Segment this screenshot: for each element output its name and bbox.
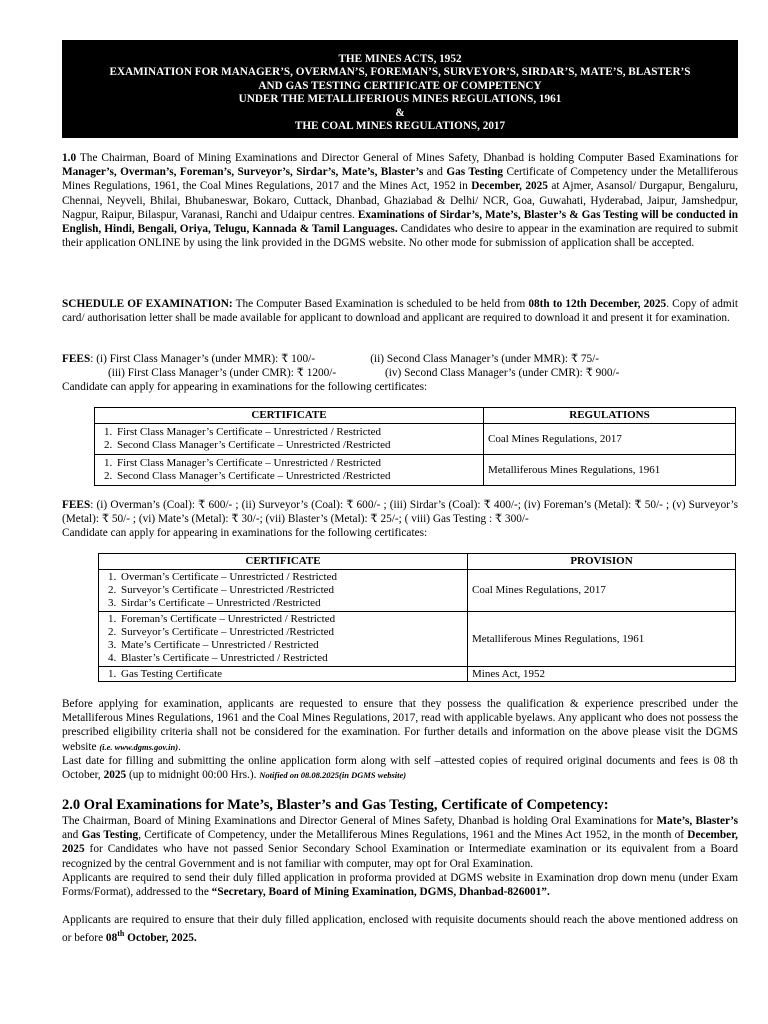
list-item: 1. Foreman’s Certificate – Unrestricted / Restricted — [119, 613, 463, 626]
banner-line: UNDER THE METALLIFERIOUS MINES REGULATIONS, 1961 — [238, 93, 562, 106]
certificate-cell — [95, 424, 484, 455]
fee-item: : (i) First Class Manager’s (under MMR): ₹ 100/- — [90, 353, 316, 365]
text: Before applying for examination, applicants are requested to ensure that they possess the qualification & experience prescribed under the Metalliferous Mines Regulations, 1961 and the Coal Mines Regulations, 2017, read with applicable byelaws. Any applicant who does not possess the prescribed eligibility criteria shall not be considered for the examination. For further details and information on the above please visit the DGMS website — [62, 698, 738, 753]
banner-line: AND GAS TESTING CERTIFICATE OF COMPETENCY — [258, 79, 542, 92]
other-certificate-table — [98, 553, 736, 682]
list-item: 3. Mate’s Certificate – Unrestricted / Restricted — [119, 639, 463, 652]
list-item: 1. First Class Manager’s Certificate – Unrestricted / Restricted — [115, 457, 479, 470]
fees-note: Candidate can apply for appearing in examinations for the following certificates: — [62, 381, 428, 394]
section-1-paragraph — [62, 151, 738, 250]
list-item: 2. Surveyor’s Certificate – Unrestricted /Restricted — [119, 584, 463, 597]
list-item: 2. Surveyor’s Certificate – Unrestricted /Restricted — [119, 626, 463, 639]
banner-line: & — [395, 106, 405, 119]
text: The Computer Based Examination is scheduled to be held from — [232, 298, 529, 310]
banner-line: THE COAL MINES REGULATIONS, 2017 — [294, 120, 506, 133]
fees-2 — [62, 498, 738, 541]
column-header: CERTIFICATE — [99, 554, 468, 570]
deadline-day: 08 — [105, 932, 118, 945]
column-header: CERTIFICATE — [95, 408, 484, 424]
text: December, 2025 — [471, 180, 548, 193]
fee-item: (iv) Second Class Manager’s (under CMR): ₹ 900/- — [385, 367, 620, 380]
text: at Ajmer, Asansol/ Durgapur, Bengaluru, Chennai, Neyveli, Bhilai, Bhubaneswar, Bokaro, Cuttack, Dhanbad, Ghaziabad & Delhi/ NCR, Goa, Guwahati, Hyderabad, Jaipur, Jamshedpur, Nagpur, Raipur, Bilaspur, Varanasi, Ranchi and Udaipur centres. — [62, 180, 738, 221]
fees-label: FEES — [62, 353, 91, 365]
text: Gas Testing — [81, 829, 139, 842]
text: 2025 — [103, 769, 127, 782]
list-item: 1. Gas Testing Certificate — [119, 668, 463, 681]
regulation-cell: Coal Mines Regulations, 2017 — [484, 424, 736, 455]
text: Examinations of Sirdar’s, Mate’s, Blaster’s & Gas Testing will be conducted in English, Hindi, Bengali, Oriya, Telugu, Kannada & Tamil Languages. — [62, 208, 738, 236]
fees-1 — [62, 352, 738, 395]
text: Applicants are required to send their duly filled application in proforma provided at DGMS website in Examination drop down menu (under Exam Forms/Format), addressed to the — [62, 871, 738, 899]
list-item: 1. First Class Manager’s Certificate – Unrestricted / Restricted — [115, 426, 479, 439]
certificate-cell — [99, 570, 468, 612]
banner-line: EXAMINATION FOR MANAGER’S, OVERMAN’S, FOREMAN’S, SURVEYOR’S, SIRDAR’S, MATE’S, BLASTER’S — [109, 66, 691, 79]
text: December, 2025 — [62, 829, 738, 856]
text: Applicants are required to ensure that their duly filled application, enclosed with requisite documents should reach the above mentioned address on or before — [62, 914, 738, 945]
address: “Secretary, Board of Mining Examination, DGMS, Dhanbad-826001”. — [211, 886, 550, 899]
text: Last date for filling and submitting the online application form along with self –attested copies of required original documents and fees is 08 th October, — [62, 754, 738, 782]
fees-text: : (i) Overman’s (Coal): ₹ 600/- ; (ii) Surveyor’s (Coal): ₹ 600/- ; (iii) Sirdar’s (Coal): ₹ 400/-; (iv) Foreman’s (Metal): ₹ 50/- ; (v) Surveyor’s (Metal): ₹ 50/- ; (vi) Mate’s (Metal): ₹ 30/-; (vii) Blaster’s (Metal): ₹ 25/-; ( viii) Gas Testing : ₹ 300/- — [62, 499, 738, 526]
fees-note: Candidate can apply for appearing in examinations for the following certificates: — [62, 527, 428, 540]
deadline-suffix: th — [117, 929, 125, 939]
fees-label: FEES — [62, 499, 91, 511]
column-header: PROVISION — [468, 554, 736, 570]
text: and — [62, 829, 82, 842]
provision-cell: Mines Act, 1952 — [468, 667, 736, 682]
certificate-cell — [99, 667, 468, 682]
website-link[interactable]: (i.e. www.dgms.gov.in) — [99, 741, 179, 752]
schedule-label: SCHEDULE OF EXAMINATION: — [62, 298, 233, 310]
certificate-cell — [95, 455, 484, 486]
title-banner — [62, 40, 738, 138]
schedule-paragraph — [62, 297, 738, 325]
text: Manager’s, Overman’s, Foreman’s, Surveyor’s, Sirdar’s, Mate’s, Blaster’s — [62, 166, 424, 179]
list-item: 3. Sirdar’s Certificate – Unrestricted /Restricted — [119, 597, 463, 610]
notified-note: Notified on 08.08.2025(in DGMS website) — [259, 770, 407, 781]
text: Candidates who desire to appear in the examination are required to submit their application ONLINE by using the link provided in the DGMS website. No other mode for submission of application shall be accepted. — [62, 223, 738, 250]
list-item: 4. Blaster’s Certificate – Unrestricted / Restricted — [119, 652, 463, 665]
fee-item: (iii) First Class Manager’s (under CMR): ₹ 1200/- — [108, 367, 337, 380]
deadline-rest: October, 2025. — [124, 932, 197, 945]
list-item: 2. Second Class Manager’s Certificate – Unrestricted /Restricted — [115, 439, 479, 452]
text: for Candidates who have not passed Senior Secondary School Examination or Intermediate examination or its equivalent from a Board recognized by the central Government and is not familiar with computer, may opt for Oral Examination. — [62, 843, 738, 870]
text: The Chairman, Board of Mining Examinations and Director General of Mines Safety, Dhanbad is holding Oral Examinations for — [62, 815, 657, 827]
section-number: 1.0 — [62, 152, 77, 164]
schedule-dates: 08th to 12th December, 2025 — [528, 298, 667, 310]
list-item: 1. Overman’s Certificate – Unrestricted / Restricted — [119, 571, 463, 584]
certificate-cell — [99, 612, 468, 667]
fee-item: (ii) Second Class Manager’s (under MMR): ₹ 75/- — [370, 353, 600, 365]
text: and — [423, 166, 447, 179]
regulation-cell: Metalliferous Mines Regulations, 1961 — [484, 455, 736, 486]
column-header: REGULATIONS — [484, 408, 736, 424]
text: Certificate of Competency under the Metalliferous Mines Regulations, 1961, the Coal Mines Regulations, 2017 and the Mines Act, 1952 in — [62, 166, 738, 193]
eligibility-paragraph — [62, 697, 738, 782]
provision-cell: Metalliferous Mines Regulations, 1961 — [468, 612, 736, 667]
text: . — [178, 740, 181, 753]
section-2-paragraph — [62, 814, 738, 945]
manager-certificate-table — [94, 407, 736, 486]
banner-line: THE MINES ACTS, 1952 — [338, 53, 462, 65]
text: Mate’s, Blaster’s — [656, 815, 738, 827]
text: (up to midnight 00:00 Hrs.). — [126, 769, 260, 782]
section-2-heading: 2.0 Oral Examinations for Mate’s, Blaster’s and Gas Testing, Certificate of Competency: — [62, 797, 609, 813]
text: Gas Testing — [446, 166, 504, 179]
text: . Copy of admit card/ authorisation letter shall be made available for applicant to download and applicant are required to download it and present it for examination. — [62, 298, 738, 325]
text: The Chairman, Board of Mining Examinations and Director General of Mines Safety, Dhanbad is holding Computer Based Examinations for — [76, 152, 738, 164]
provision-cell: Coal Mines Regulations, 2017 — [468, 570, 736, 612]
text: , Certificate of Competency, under the Metalliferous Mines Regulations, 1961 and the Mines Act 1952, in the month of — [138, 829, 688, 842]
list-item: 2. Second Class Manager’s Certificate – Unrestricted /Restricted — [115, 470, 479, 483]
